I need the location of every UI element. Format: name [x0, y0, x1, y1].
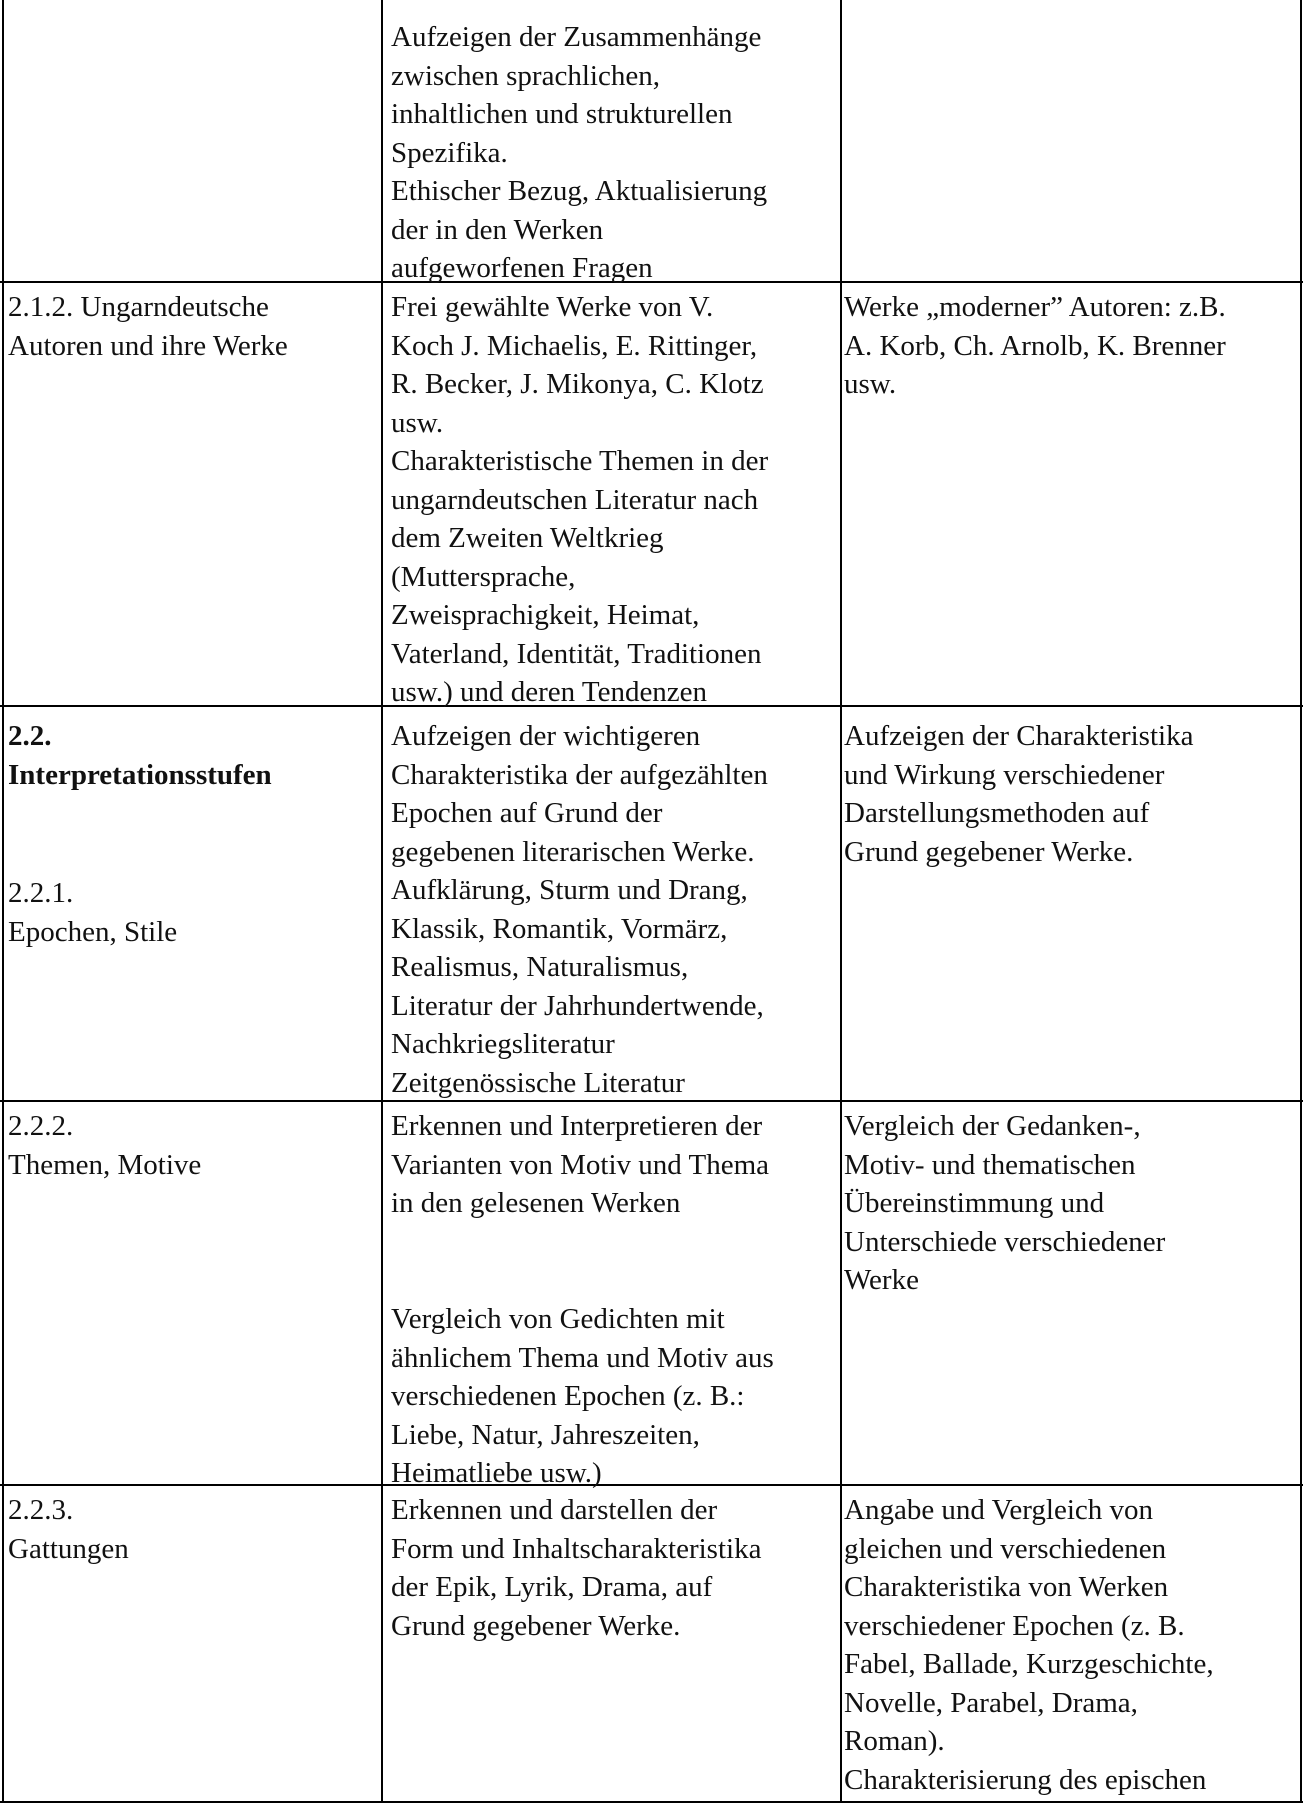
row-2-col-1: 2.1.2. Ungarndeutsche Autoren und ihre Werke — [8, 291, 288, 362]
table-column-divider-2 — [840, 0, 842, 1803]
row-3-col-1-heading: 2.2. Interpretationsstufen — [8, 720, 272, 791]
row-4-col-2-paragraph-2: Vergleich von Gedichten mit ähnlichem Thema und Motiv aus verschiedenen Epochen (z. B.: Liebe, Natur, Jahreszeiten, Heimatliebe usw.) — [391, 1303, 774, 1489]
row-2-col-2: Frei gewählte Werke von V. Koch J. Michaelis, E. Rittinger, R. Becker, J. Mikonya, C. Klotz usw. Charakteristische Themen in der ungarndeutschen Literatur nach dem Zweiten Weltkrieg (Muttersprache, Zweisprachigkeit, Heimat, Vaterland, Identität, Traditionen usw.) und deren Tendenzen — [391, 291, 769, 708]
row-3-col-1: 2.2.1. Epochen, Stile — [8, 877, 178, 948]
row-5-col-2: Erkennen und darstellen der Form und Inhaltscharakteristika der Epik, Lyrik, Drama, auf Grund gegebener Werke. — [391, 1494, 762, 1642]
row-3-col-3: Aufzeigen der Charakteristika und Wirkung verschiedener Darstellungsmethoden auf Grund gegebener Werke. — [844, 720, 1194, 868]
table-column-divider-1 — [381, 0, 383, 1803]
row-1-col-2: Aufzeigen der Zusammenhänge zwischen sprachlichen, inhaltlichen und strukturellen Spezifika. Ethischer Bezug, Aktualisierung der in den Werken aufgeworfenen Fragen — [391, 21, 768, 284]
row-5-col-1: 2.2.3. Gattungen — [8, 1494, 129, 1565]
table-border-left — [2, 0, 4, 1803]
table-border-right — [1300, 0, 1302, 1803]
row-3-col-2: Aufzeigen der wichtigeren Charakteristika der aufgezählten Epochen auf Grund der gegebenen literarischen Werke. Aufklärung, Sturm und Drang, Klassik, Romantik, Vormärz, Realismus, Naturalismus, Literatur der Jahrhundertwende, Nachkriegsliteratur Zeitgenössische Literatur — [391, 720, 768, 1099]
row-2-col-3: Werke „moderner” Autoren: z.B. A. Korb, Ch. Arnolb, K. Brenner usw. — [844, 291, 1226, 400]
row-4-col-2: Erkennen und Interpretieren der Varianten von Motiv und Thema in den gelesenen Werken — [391, 1110, 770, 1219]
table-border-bottom — [0, 1801, 1303, 1803]
row-4-col-3: Vergleich der Gedanken-, Motiv- und thematischen Übereinstimmung und Unterschiede verschiedener Werke — [844, 1110, 1166, 1296]
row-4-col-1: 2.2.2. Themen, Motive — [8, 1110, 202, 1181]
row-5-col-3: Angabe und Vergleich von gleichen und verschiedenen Charakteristika von Werken verschiedener Epochen (z. B. Fabel, Ballade, Kurzgeschichte, Novelle, Parabel, Drama, Roman). Charakterisierung des epischen — [844, 1494, 1214, 1796]
